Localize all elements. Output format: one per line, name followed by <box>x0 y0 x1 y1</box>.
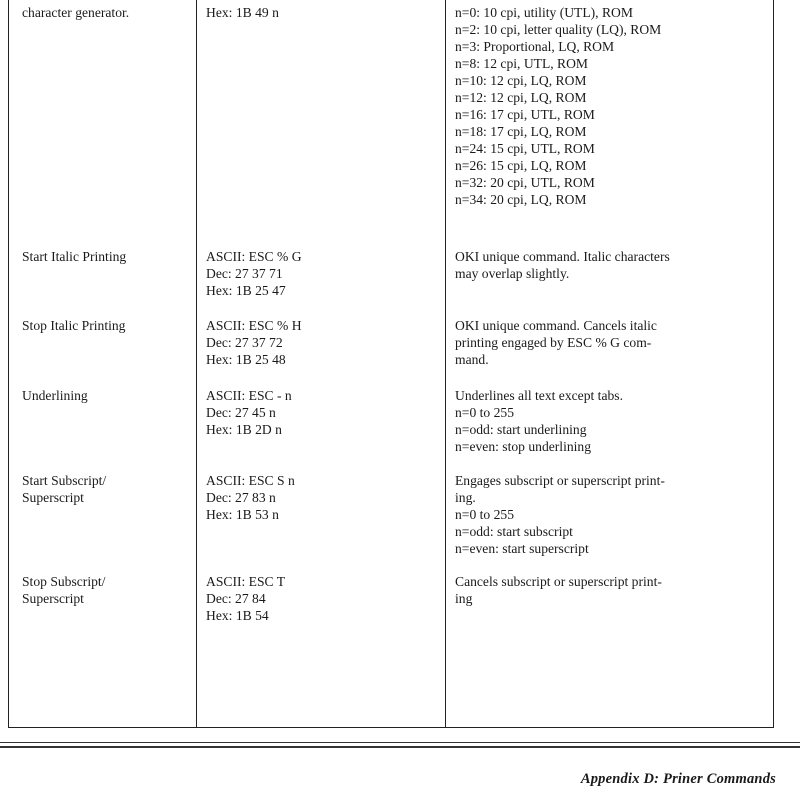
command-cell: Start Subscript/ Superscript <box>22 473 107 505</box>
command-cell: character generator. <box>22 5 130 20</box>
code-cell: Hex: 1B 49 n <box>206 5 279 20</box>
notes-cell: Underlines all text except tabs. n=0 to 255 n=odd: start underlining n=even: stop underlining <box>455 388 623 454</box>
command-cell: Stop Italic Printing <box>22 318 126 333</box>
command-cell: Stop Subscript/ Superscript <box>22 574 106 606</box>
notes-cell: Cancels subscript or superscript print- ing <box>455 574 662 606</box>
footer-rule-thick <box>0 746 800 748</box>
notes-cell: n=0: 10 cpi, utility (UTL), ROM n=2: 10 cpi, letter quality (LQ), ROM n=3: Proportional, LQ, ROM n=8: 12 cpi, UTL, ROM n=10: 12 cpi, LQ, ROM n=12: 12 cpi, LQ, ROM n=16: 17 cpi, UTL, ROM n=18: 17 cpi, LQ, ROM n=24: 15 cpi, UTL, ROM n=26: 15 cpi, LQ, ROM n=32: 20 cpi, UTL, ROM n=34: 20 cpi, LQ, ROM <box>455 5 662 207</box>
footer-rule <box>0 742 800 743</box>
code-cell: ASCII: ESC - n Dec: 27 45 n Hex: 1B 2D n <box>206 388 292 437</box>
code-cell: ASCII: ESC % H Dec: 27 37 72 Hex: 1B 25 48 <box>206 318 302 367</box>
notes-cell: OKI unique command. Cancels italic printing engaged by ESC % G com- mand. <box>455 318 657 367</box>
code-cell: ASCII: ESC S n Dec: 27 83 n Hex: 1B 53 n <box>206 473 295 522</box>
code-cell: ASCII: ESC % G Dec: 27 37 71 Hex: 1B 25 47 <box>206 249 302 298</box>
command-cell: Underlining <box>22 388 88 403</box>
page-footer-title: Appendix D: Priner Commands <box>580 771 776 787</box>
notes-cell: OKI unique command. Italic characters may overlap slightly. <box>455 249 670 281</box>
table-border-right <box>773 0 774 728</box>
command-cell: Start Italic Printing <box>22 249 127 264</box>
table-border-left <box>8 0 9 728</box>
table-divider-1 <box>196 0 197 728</box>
table-bottom-rule <box>8 727 774 728</box>
notes-cell: Engages subscript or superscript print- ing. n=0 to 255 n=odd: start subscript n=even: start superscript <box>455 473 665 556</box>
table-divider-2 <box>445 0 446 728</box>
code-cell: ASCII: ESC T Dec: 27 84 Hex: 1B 54 <box>206 574 286 623</box>
